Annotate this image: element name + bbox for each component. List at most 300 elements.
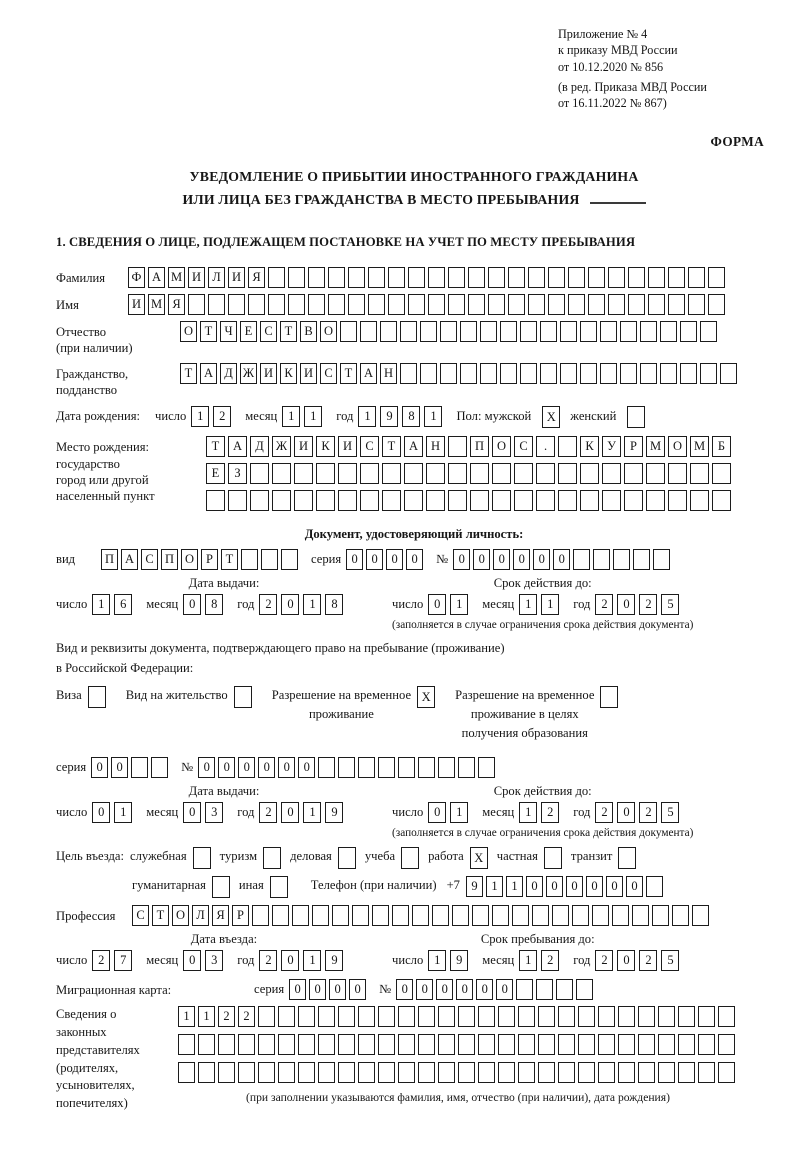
char-cell[interactable] bbox=[228, 294, 245, 315]
char-cell[interactable] bbox=[460, 363, 477, 384]
char-cell[interactable] bbox=[382, 463, 401, 484]
char-cell[interactable]: 0 bbox=[91, 757, 108, 778]
char-cell[interactable] bbox=[538, 1034, 555, 1055]
char-cell[interactable] bbox=[536, 463, 555, 484]
char-cell[interactable] bbox=[252, 905, 269, 926]
char-cell[interactable] bbox=[294, 490, 313, 511]
char-cell[interactable] bbox=[398, 1006, 415, 1027]
char-cell[interactable] bbox=[648, 267, 665, 288]
char-cell[interactable]: К bbox=[316, 436, 335, 457]
char-cell[interactable] bbox=[478, 1062, 495, 1083]
char-cell[interactable] bbox=[602, 490, 621, 511]
char-cell[interactable]: 1 bbox=[519, 594, 537, 615]
char-cell[interactable]: П bbox=[101, 549, 118, 570]
char-cell[interactable] bbox=[688, 294, 705, 315]
char-cell[interactable] bbox=[518, 1006, 535, 1027]
char-cell[interactable] bbox=[398, 1062, 415, 1083]
char-cell[interactable] bbox=[418, 1062, 435, 1083]
char-cell[interactable] bbox=[628, 294, 645, 315]
char-cell[interactable]: К bbox=[580, 436, 599, 457]
char-cell[interactable] bbox=[518, 1034, 535, 1055]
char-cell[interactable] bbox=[672, 905, 689, 926]
char-cell[interactable] bbox=[131, 757, 148, 778]
char-cell[interactable]: И bbox=[294, 436, 313, 457]
char-cell[interactable] bbox=[520, 321, 537, 342]
char-cell[interactable]: С bbox=[132, 905, 149, 926]
char-cell[interactable]: А bbox=[121, 549, 138, 570]
char-cell[interactable] bbox=[600, 321, 617, 342]
char-cell[interactable]: Я bbox=[248, 267, 265, 288]
char-cell[interactable]: 2 bbox=[259, 594, 277, 615]
turizm-checkbox[interactable] bbox=[263, 847, 281, 869]
char-cell[interactable]: З bbox=[228, 463, 247, 484]
char-cell[interactable]: И bbox=[260, 363, 277, 384]
char-cell[interactable] bbox=[298, 1034, 315, 1055]
char-cell[interactable] bbox=[272, 905, 289, 926]
char-cell[interactable] bbox=[624, 463, 643, 484]
char-cell[interactable] bbox=[660, 363, 677, 384]
char-cell[interactable] bbox=[398, 757, 415, 778]
char-cell[interactable]: 1 bbox=[519, 950, 537, 971]
char-cell[interactable]: 1 bbox=[304, 406, 322, 427]
char-cell[interactable] bbox=[448, 490, 467, 511]
char-cell[interactable]: 0 bbox=[289, 979, 306, 1000]
char-cell[interactable]: 0 bbox=[406, 549, 423, 570]
char-cell[interactable] bbox=[312, 905, 329, 926]
char-cell[interactable] bbox=[646, 463, 665, 484]
char-cell[interactable] bbox=[536, 490, 555, 511]
char-cell[interactable] bbox=[720, 363, 737, 384]
char-cell[interactable]: 0 bbox=[218, 757, 235, 778]
char-cell[interactable]: 0 bbox=[396, 979, 413, 1000]
char-cell[interactable] bbox=[388, 294, 405, 315]
char-cell[interactable] bbox=[628, 267, 645, 288]
char-cell[interactable]: 0 bbox=[258, 757, 275, 778]
char-cell[interactable]: Ф bbox=[128, 267, 145, 288]
char-cell[interactable] bbox=[492, 905, 509, 926]
char-cell[interactable] bbox=[498, 1034, 515, 1055]
char-cell[interactable]: Е bbox=[240, 321, 257, 342]
char-cell[interactable] bbox=[448, 463, 467, 484]
char-cell[interactable] bbox=[698, 1062, 715, 1083]
char-cell[interactable]: 2 bbox=[541, 802, 559, 823]
char-cell[interactable]: Л bbox=[192, 905, 209, 926]
char-cell[interactable] bbox=[338, 490, 357, 511]
char-cell[interactable]: 2 bbox=[259, 802, 277, 823]
char-cell[interactable] bbox=[360, 490, 379, 511]
char-cell[interactable] bbox=[552, 905, 569, 926]
char-cell[interactable] bbox=[668, 294, 685, 315]
delovaya-checkbox[interactable] bbox=[338, 847, 356, 869]
char-cell[interactable]: Р bbox=[201, 549, 218, 570]
char-cell[interactable]: Т bbox=[152, 905, 169, 926]
char-cell[interactable]: 0 bbox=[473, 549, 490, 570]
char-cell[interactable]: 0 bbox=[526, 876, 543, 897]
char-cell[interactable] bbox=[238, 1062, 255, 1083]
char-cell[interactable] bbox=[528, 294, 545, 315]
char-cell[interactable] bbox=[380, 321, 397, 342]
char-cell[interactable] bbox=[578, 1006, 595, 1027]
char-cell[interactable] bbox=[680, 321, 697, 342]
char-cell[interactable]: 5 bbox=[661, 594, 679, 615]
char-cell[interactable] bbox=[638, 1034, 655, 1055]
char-cell[interactable] bbox=[408, 294, 425, 315]
char-cell[interactable] bbox=[712, 463, 731, 484]
char-cell[interactable] bbox=[448, 294, 465, 315]
gender-male-checkbox[interactable]: X bbox=[542, 406, 560, 428]
char-cell[interactable] bbox=[438, 1062, 455, 1083]
char-cell[interactable]: А bbox=[360, 363, 377, 384]
char-cell[interactable]: 0 bbox=[456, 979, 473, 1000]
char-cell[interactable]: 0 bbox=[436, 979, 453, 1000]
char-cell[interactable] bbox=[392, 905, 409, 926]
char-cell[interactable] bbox=[612, 905, 629, 926]
char-cell[interactable] bbox=[472, 905, 489, 926]
char-cell[interactable]: П bbox=[161, 549, 178, 570]
char-cell[interactable] bbox=[378, 1034, 395, 1055]
char-cell[interactable] bbox=[328, 267, 345, 288]
char-cell[interactable]: О bbox=[181, 549, 198, 570]
char-cell[interactable] bbox=[458, 1062, 475, 1083]
char-cell[interactable]: 3 bbox=[205, 802, 223, 823]
char-cell[interactable] bbox=[618, 1006, 635, 1027]
char-cell[interactable] bbox=[498, 1006, 515, 1027]
char-cell[interactable]: С bbox=[360, 436, 379, 457]
char-cell[interactable] bbox=[178, 1034, 195, 1055]
char-cell[interactable] bbox=[678, 1062, 695, 1083]
char-cell[interactable] bbox=[646, 490, 665, 511]
char-cell[interactable] bbox=[548, 267, 565, 288]
char-cell[interactable] bbox=[318, 1034, 335, 1055]
char-cell[interactable] bbox=[404, 463, 423, 484]
char-cell[interactable]: Б bbox=[712, 436, 731, 457]
char-cell[interactable] bbox=[468, 267, 485, 288]
char-cell[interactable] bbox=[718, 1062, 735, 1083]
char-cell[interactable]: М bbox=[690, 436, 709, 457]
char-cell[interactable] bbox=[318, 1006, 335, 1027]
char-cell[interactable] bbox=[400, 363, 417, 384]
char-cell[interactable] bbox=[624, 490, 643, 511]
char-cell[interactable] bbox=[452, 905, 469, 926]
char-cell[interactable] bbox=[668, 490, 687, 511]
char-cell[interactable] bbox=[348, 267, 365, 288]
char-cell[interactable]: И bbox=[128, 294, 145, 315]
char-cell[interactable]: 1 bbox=[191, 406, 209, 427]
char-cell[interactable]: Т bbox=[280, 321, 297, 342]
char-cell[interactable] bbox=[658, 1006, 675, 1027]
char-cell[interactable] bbox=[360, 321, 377, 342]
char-cell[interactable] bbox=[478, 1006, 495, 1027]
char-cell[interactable] bbox=[278, 1034, 295, 1055]
char-cell[interactable] bbox=[188, 294, 205, 315]
char-cell[interactable] bbox=[480, 321, 497, 342]
rabota-checkbox[interactable]: X bbox=[470, 847, 488, 869]
char-cell[interactable]: И bbox=[300, 363, 317, 384]
char-cell[interactable] bbox=[294, 463, 313, 484]
char-cell[interactable]: 0 bbox=[533, 549, 550, 570]
char-cell[interactable] bbox=[560, 363, 577, 384]
char-cell[interactable] bbox=[448, 436, 467, 457]
char-cell[interactable] bbox=[488, 267, 505, 288]
char-cell[interactable]: 0 bbox=[586, 876, 603, 897]
char-cell[interactable] bbox=[368, 294, 385, 315]
char-cell[interactable]: Т bbox=[180, 363, 197, 384]
char-cell[interactable] bbox=[700, 321, 717, 342]
char-cell[interactable]: О bbox=[668, 436, 687, 457]
char-cell[interactable]: 9 bbox=[325, 950, 343, 971]
char-cell[interactable]: 0 bbox=[386, 549, 403, 570]
char-cell[interactable]: 1 bbox=[450, 594, 468, 615]
char-cell[interactable] bbox=[258, 1062, 275, 1083]
char-cell[interactable] bbox=[678, 1006, 695, 1027]
char-cell[interactable]: О bbox=[180, 321, 197, 342]
char-cell[interactable]: 9 bbox=[466, 876, 483, 897]
char-cell[interactable]: Я bbox=[212, 905, 229, 926]
char-cell[interactable] bbox=[556, 979, 573, 1000]
char-cell[interactable] bbox=[492, 463, 511, 484]
char-cell[interactable]: 2 bbox=[639, 802, 657, 823]
char-cell[interactable]: 0 bbox=[309, 979, 326, 1000]
char-cell[interactable] bbox=[261, 549, 278, 570]
char-cell[interactable]: 1 bbox=[358, 406, 376, 427]
char-cell[interactable] bbox=[218, 1034, 235, 1055]
char-cell[interactable] bbox=[298, 1062, 315, 1083]
char-cell[interactable] bbox=[268, 267, 285, 288]
char-cell[interactable]: 0 bbox=[111, 757, 128, 778]
char-cell[interactable] bbox=[316, 463, 335, 484]
char-cell[interactable] bbox=[514, 490, 533, 511]
char-cell[interactable] bbox=[536, 979, 553, 1000]
char-cell[interactable] bbox=[492, 490, 511, 511]
char-cell[interactable]: 0 bbox=[606, 876, 623, 897]
char-cell[interactable] bbox=[712, 490, 731, 511]
char-cell[interactable]: 1 bbox=[486, 876, 503, 897]
char-cell[interactable]: 2 bbox=[541, 950, 559, 971]
char-cell[interactable]: С bbox=[141, 549, 158, 570]
char-cell[interactable]: Е bbox=[206, 463, 225, 484]
char-cell[interactable] bbox=[378, 1062, 395, 1083]
char-cell[interactable]: 2 bbox=[639, 950, 657, 971]
char-cell[interactable] bbox=[698, 1034, 715, 1055]
char-cell[interactable]: 1 bbox=[303, 594, 321, 615]
char-cell[interactable] bbox=[600, 363, 617, 384]
char-cell[interactable] bbox=[358, 1034, 375, 1055]
char-cell[interactable]: Д bbox=[220, 363, 237, 384]
char-cell[interactable] bbox=[498, 1062, 515, 1083]
char-cell[interactable]: 0 bbox=[617, 594, 635, 615]
char-cell[interactable] bbox=[250, 463, 269, 484]
char-cell[interactable]: 2 bbox=[213, 406, 231, 427]
char-cell[interactable]: М bbox=[646, 436, 665, 457]
char-cell[interactable] bbox=[633, 549, 650, 570]
char-cell[interactable] bbox=[580, 490, 599, 511]
char-cell[interactable]: Н bbox=[380, 363, 397, 384]
char-cell[interactable]: Р bbox=[624, 436, 643, 457]
char-cell[interactable]: 2 bbox=[595, 802, 613, 823]
char-cell[interactable]: 0 bbox=[281, 802, 299, 823]
char-cell[interactable] bbox=[418, 1006, 435, 1027]
char-cell[interactable]: М bbox=[148, 294, 165, 315]
char-cell[interactable] bbox=[558, 490, 577, 511]
char-cell[interactable]: Д bbox=[250, 436, 269, 457]
char-cell[interactable] bbox=[470, 463, 489, 484]
char-cell[interactable]: А bbox=[404, 436, 423, 457]
char-cell[interactable]: 9 bbox=[450, 950, 468, 971]
char-cell[interactable] bbox=[514, 463, 533, 484]
char-cell[interactable] bbox=[368, 267, 385, 288]
char-cell[interactable] bbox=[298, 1006, 315, 1027]
char-cell[interactable]: 1 bbox=[198, 1006, 215, 1027]
char-cell[interactable] bbox=[278, 1062, 295, 1083]
char-cell[interactable] bbox=[602, 463, 621, 484]
char-cell[interactable] bbox=[598, 1034, 615, 1055]
char-cell[interactable] bbox=[573, 549, 590, 570]
char-cell[interactable] bbox=[328, 294, 345, 315]
char-cell[interactable]: С bbox=[260, 321, 277, 342]
char-cell[interactable]: 0 bbox=[617, 950, 635, 971]
char-cell[interactable]: 0 bbox=[183, 950, 201, 971]
char-cell[interactable]: 0 bbox=[496, 979, 513, 1000]
char-cell[interactable] bbox=[520, 363, 537, 384]
char-cell[interactable]: 8 bbox=[325, 594, 343, 615]
char-cell[interactable]: Т bbox=[221, 549, 238, 570]
char-cell[interactable]: Т bbox=[340, 363, 357, 384]
char-cell[interactable] bbox=[632, 905, 649, 926]
char-cell[interactable]: 0 bbox=[198, 757, 215, 778]
char-cell[interactable] bbox=[228, 490, 247, 511]
char-cell[interactable] bbox=[388, 267, 405, 288]
char-cell[interactable] bbox=[580, 321, 597, 342]
char-cell[interactable] bbox=[360, 463, 379, 484]
char-cell[interactable] bbox=[418, 757, 435, 778]
char-cell[interactable] bbox=[698, 1006, 715, 1027]
char-cell[interactable] bbox=[558, 1062, 575, 1083]
char-cell[interactable] bbox=[588, 294, 605, 315]
char-cell[interactable] bbox=[208, 294, 225, 315]
gumanitarnaya-checkbox[interactable] bbox=[212, 876, 230, 898]
char-cell[interactable] bbox=[568, 267, 585, 288]
char-cell[interactable] bbox=[592, 905, 609, 926]
char-cell[interactable]: 0 bbox=[92, 802, 110, 823]
char-cell[interactable] bbox=[448, 267, 465, 288]
char-cell[interactable] bbox=[580, 363, 597, 384]
char-cell[interactable] bbox=[548, 294, 565, 315]
char-cell[interactable] bbox=[258, 1006, 275, 1027]
char-cell[interactable]: 2 bbox=[218, 1006, 235, 1027]
char-cell[interactable] bbox=[278, 1006, 295, 1027]
char-cell[interactable] bbox=[338, 1034, 355, 1055]
char-cell[interactable] bbox=[206, 490, 225, 511]
char-cell[interactable]: 0 bbox=[281, 594, 299, 615]
char-cell[interactable] bbox=[558, 1034, 575, 1055]
char-cell[interactable]: О bbox=[320, 321, 337, 342]
char-cell[interactable] bbox=[658, 1062, 675, 1083]
char-cell[interactable] bbox=[608, 267, 625, 288]
char-cell[interactable]: А bbox=[228, 436, 247, 457]
char-cell[interactable]: 0 bbox=[183, 594, 201, 615]
char-cell[interactable]: 5 bbox=[661, 802, 679, 823]
char-cell[interactable]: 0 bbox=[238, 757, 255, 778]
char-cell[interactable] bbox=[680, 363, 697, 384]
char-cell[interactable] bbox=[620, 363, 637, 384]
char-cell[interactable]: 1 bbox=[424, 406, 442, 427]
char-cell[interactable] bbox=[338, 1006, 355, 1027]
char-cell[interactable] bbox=[560, 321, 577, 342]
char-cell[interactable] bbox=[638, 1062, 655, 1083]
char-cell[interactable] bbox=[420, 321, 437, 342]
char-cell[interactable] bbox=[678, 1034, 695, 1055]
char-cell[interactable] bbox=[598, 1006, 615, 1027]
char-cell[interactable]: 8 bbox=[205, 594, 223, 615]
char-cell[interactable] bbox=[638, 1006, 655, 1027]
char-cell[interactable] bbox=[668, 267, 685, 288]
char-cell[interactable]: 1 bbox=[303, 802, 321, 823]
char-cell[interactable]: 0 bbox=[349, 979, 366, 1000]
char-cell[interactable] bbox=[700, 363, 717, 384]
char-cell[interactable]: 0 bbox=[183, 802, 201, 823]
char-cell[interactable] bbox=[438, 1034, 455, 1055]
char-cell[interactable] bbox=[593, 549, 610, 570]
char-cell[interactable] bbox=[400, 321, 417, 342]
char-cell[interactable] bbox=[598, 1062, 615, 1083]
char-cell[interactable]: 1 bbox=[303, 950, 321, 971]
char-cell[interactable] bbox=[508, 294, 525, 315]
char-cell[interactable] bbox=[428, 294, 445, 315]
char-cell[interactable]: 2 bbox=[595, 594, 613, 615]
char-cell[interactable] bbox=[653, 549, 670, 570]
char-cell[interactable] bbox=[468, 294, 485, 315]
char-cell[interactable]: У bbox=[602, 436, 621, 457]
char-cell[interactable] bbox=[688, 267, 705, 288]
char-cell[interactable] bbox=[432, 905, 449, 926]
char-cell[interactable]: 9 bbox=[380, 406, 398, 427]
char-cell[interactable]: О bbox=[492, 436, 511, 457]
char-cell[interactable] bbox=[568, 294, 585, 315]
char-cell[interactable]: М bbox=[168, 267, 185, 288]
char-cell[interactable] bbox=[658, 1034, 675, 1055]
char-cell[interactable]: 0 bbox=[298, 757, 315, 778]
char-cell[interactable] bbox=[652, 905, 669, 926]
char-cell[interactable]: 0 bbox=[453, 549, 470, 570]
char-cell[interactable]: А bbox=[148, 267, 165, 288]
char-cell[interactable]: 2 bbox=[639, 594, 657, 615]
char-cell[interactable]: 2 bbox=[92, 950, 110, 971]
gender-female-checkbox[interactable] bbox=[627, 406, 645, 428]
char-cell[interactable] bbox=[458, 1034, 475, 1055]
char-cell[interactable] bbox=[218, 1062, 235, 1083]
char-cell[interactable] bbox=[470, 490, 489, 511]
char-cell[interactable] bbox=[668, 463, 687, 484]
char-cell[interactable]: 0 bbox=[566, 876, 583, 897]
tranzit-checkbox[interactable] bbox=[618, 847, 636, 869]
char-cell[interactable] bbox=[660, 321, 677, 342]
char-cell[interactable]: 1 bbox=[519, 802, 537, 823]
char-cell[interactable] bbox=[250, 490, 269, 511]
char-cell[interactable]: 1 bbox=[506, 876, 523, 897]
char-cell[interactable] bbox=[378, 757, 395, 778]
char-cell[interactable]: 2 bbox=[595, 950, 613, 971]
char-cell[interactable]: 0 bbox=[553, 549, 570, 570]
char-cell[interactable]: Я bbox=[168, 294, 185, 315]
char-cell[interactable]: 0 bbox=[428, 594, 446, 615]
char-cell[interactable]: Ж bbox=[272, 436, 291, 457]
char-cell[interactable] bbox=[458, 1006, 475, 1027]
char-cell[interactable]: 0 bbox=[366, 549, 383, 570]
char-cell[interactable] bbox=[338, 757, 355, 778]
char-cell[interactable]: 1 bbox=[428, 950, 446, 971]
char-cell[interactable] bbox=[572, 905, 589, 926]
char-cell[interactable]: 0 bbox=[416, 979, 433, 1000]
